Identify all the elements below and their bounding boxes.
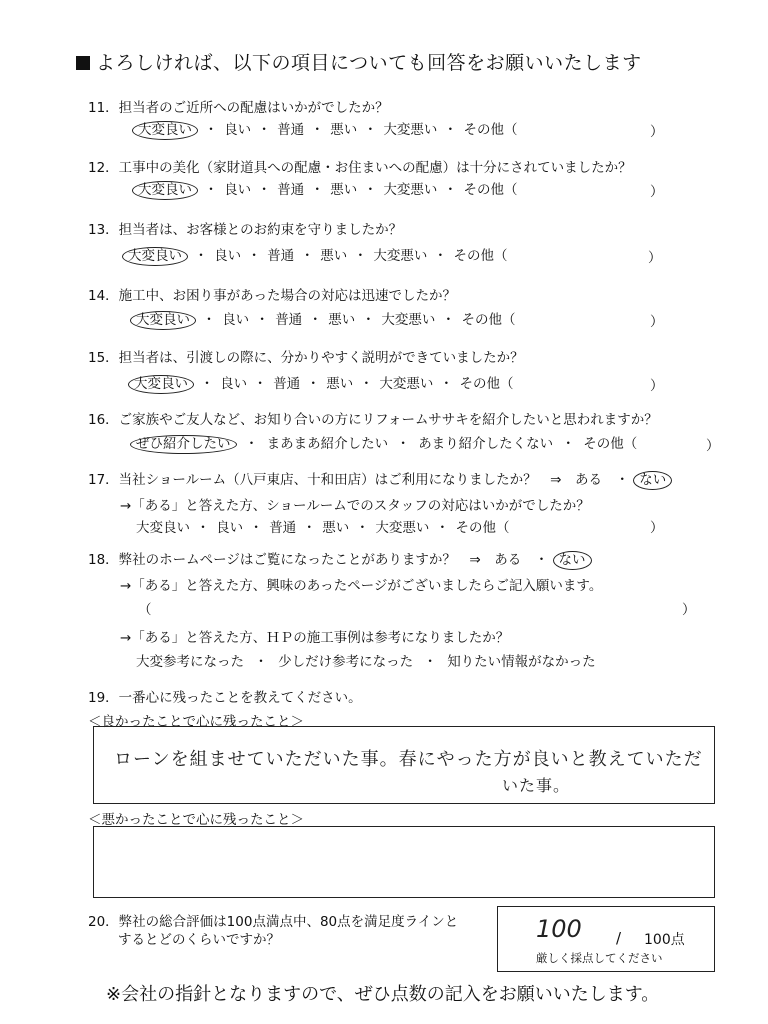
question-17 bbox=[88, 468, 672, 490]
question-16: 16．ご家族やご友人など、お知り合いの方にリフォームササキを紹介したいと思われますか？ bbox=[88, 412, 658, 428]
question-17-options: 大変良い ・ 良い ・ 普通 ・ 悪い ・ 大変悪い ・ その他（ bbox=[136, 520, 510, 536]
score-slash: / bbox=[616, 929, 622, 947]
close-paren: ） bbox=[650, 124, 664, 140]
option-slightly-helpful[interactable]: 少しだけ参考になった bbox=[278, 654, 414, 670]
option-very-bad[interactable]: 大変悪い bbox=[373, 248, 428, 264]
option-other[interactable]: その他（ bbox=[453, 248, 508, 264]
option-other[interactable]: その他（ bbox=[461, 312, 516, 328]
option-normal[interactable]: 普通 bbox=[277, 182, 305, 198]
option-bad[interactable]: 悪い bbox=[320, 248, 348, 264]
question-11-options: 大変良い ・ 良い ・ 普通 ・ 悪い ・ 大変悪い ・ その他（ bbox=[132, 118, 517, 140]
open-paren: （ bbox=[138, 602, 152, 618]
close-paren: ） bbox=[650, 378, 664, 394]
option-good[interactable]: 良い bbox=[224, 122, 252, 138]
option-very-bad[interactable]: 大変悪い bbox=[383, 122, 438, 138]
question-14-options: 大変良い ・ 良い ・ 普通 ・ 悪い ・ 大変悪い ・ その他（ bbox=[130, 308, 515, 330]
option-other[interactable]: その他（ bbox=[463, 182, 518, 198]
question-12: 12．工事中の美化（家財道具への配慮・お住まいへの配慮）は十分にされていましたか？ bbox=[88, 160, 632, 176]
question-15-options: 大変良い ・ 良い ・ 普通 ・ 悪い ・ 大変悪い ・ その他（ bbox=[128, 372, 513, 394]
answer-no-selected[interactable]: ない bbox=[553, 551, 592, 570]
question-20-line-1: 20．弊社の総合評価は100点満点中、80点を満足度ラインと bbox=[88, 914, 459, 930]
option-bad[interactable]: 悪い bbox=[326, 376, 354, 392]
good-memory-box[interactable] bbox=[93, 726, 715, 804]
option-very-good[interactable]: 大変良い bbox=[136, 520, 190, 536]
option-other[interactable]: その他（ bbox=[463, 122, 518, 138]
bad-memory-label: ＜悪かったことで心に残ったこと＞ bbox=[88, 812, 304, 828]
option-very-good-selected[interactable]: 大変良い bbox=[132, 181, 198, 200]
question-12-options: 大変良い ・ 良い ・ 普通 ・ 悪い ・ 大変悪い ・ その他（ bbox=[132, 178, 517, 200]
question-18-options: 大変参考になった ・ 少しだけ参考になった ・ 知りたい情報がなかった bbox=[136, 654, 596, 670]
option-other[interactable]: その他（ bbox=[583, 436, 638, 452]
question-13: 13．担当者は、お客様とのお約束を守りましたか？ bbox=[88, 222, 403, 238]
question-13-options: 大変良い ・ 良い ・ 普通 ・ 悪い ・ 大変悪い ・ その他（ bbox=[122, 244, 507, 266]
good-memory-answer-line-2: いた事。 bbox=[502, 776, 571, 795]
question-16-options: ぜひ紹介したい ・ まあまあ紹介したい ・ あまり紹介したくない ・ その他（ bbox=[130, 432, 637, 454]
option-normal[interactable]: 普通 bbox=[277, 122, 305, 138]
option-normal[interactable]: 普通 bbox=[269, 520, 297, 536]
score-note: 厳しく採点してください bbox=[536, 951, 663, 965]
question-19: 19．一番心に残ったことを教えてください。 bbox=[88, 690, 362, 706]
square-bullet-icon bbox=[76, 56, 90, 70]
option-not-recommend[interactable]: あまり紹介したくない bbox=[418, 436, 554, 452]
option-very-bad[interactable]: 大変悪い bbox=[379, 376, 434, 392]
score-max: 100点 bbox=[644, 932, 685, 948]
question-15: 15．担当者は、引渡しの際に、分かりやすく説明ができていましたか？ bbox=[88, 350, 524, 366]
close-paren: ） bbox=[650, 314, 664, 330]
question-18 bbox=[88, 548, 592, 570]
option-very-good-selected[interactable]: 大変良い bbox=[122, 247, 188, 266]
close-paren: ） bbox=[648, 250, 662, 266]
close-paren: ） bbox=[650, 184, 664, 200]
close-paren: ） bbox=[650, 520, 664, 536]
good-memory-answer-line-1: ローンを組ませていただいた事。春にやった方が良いと教えていただ bbox=[114, 749, 703, 770]
option-good[interactable]: 良い bbox=[216, 520, 244, 536]
option-very-good-selected[interactable]: 大変良い bbox=[132, 121, 198, 140]
question-14: 14．施工中、お困り事があった場合の対応は迅速でしたか？ bbox=[88, 288, 457, 304]
option-bad[interactable]: 悪い bbox=[322, 520, 350, 536]
option-very-bad[interactable]: 大変悪い bbox=[381, 312, 436, 328]
option-somewhat-recommend[interactable]: まあまあ紹介したい bbox=[266, 436, 389, 452]
option-normal[interactable]: 普通 bbox=[275, 312, 303, 328]
question-20-line-2: するとどのくらいですか？ bbox=[118, 932, 280, 948]
bad-memory-box[interactable] bbox=[93, 826, 715, 898]
option-very-good-selected[interactable]: 大変良い bbox=[128, 375, 194, 394]
page-title-text: よろしければ、以下の項目についても回答をお願いいたします bbox=[96, 52, 642, 74]
option-very-bad[interactable]: 大変悪い bbox=[375, 520, 430, 536]
option-very-good-selected[interactable]: 大変良い bbox=[130, 311, 196, 330]
question-11: 11．担当者のご近所への配慮はいかがでしたか？ bbox=[88, 100, 389, 116]
question-17-text: 17．当社ショールーム（八戸東店、十和田店）はご利用になりましたか？ ⇒ ある ・ bbox=[88, 472, 629, 488]
option-very-bad[interactable]: 大変悪い bbox=[383, 182, 438, 198]
option-good[interactable]: 良い bbox=[222, 312, 250, 328]
question-18-followup-1: →「ある」と答えた方、興味のあったページがございましたらご記入願います。 bbox=[120, 578, 603, 594]
option-bad[interactable]: 悪い bbox=[330, 122, 358, 138]
score-box[interactable] bbox=[497, 906, 715, 972]
footer-note: ※会社の指針となりますので、ぜひ点数の記入をお願いいたします。 bbox=[106, 984, 660, 1005]
answer-no-selected[interactable]: ない bbox=[633, 471, 672, 490]
page-title bbox=[76, 48, 642, 75]
option-normal[interactable]: 普通 bbox=[273, 376, 301, 392]
option-bad[interactable]: 悪い bbox=[330, 182, 358, 198]
option-good[interactable]: 良い bbox=[214, 248, 242, 264]
question-17-followup: →「ある」と答えた方、ショールームでのスタッフの対応はいかがでしたか？ bbox=[120, 498, 590, 514]
option-very-helpful[interactable]: 大変参考になった bbox=[136, 654, 244, 670]
good-memory-label: ＜良かったことで心に残ったこと＞ bbox=[88, 714, 304, 730]
question-18-text: 18．弊社のホームページはご覧になったことがありますか？ ⇒ ある ・ bbox=[88, 552, 549, 568]
close-paren: ） bbox=[682, 602, 696, 618]
score-value: 100 bbox=[536, 915, 582, 943]
close-paren: ） bbox=[706, 438, 720, 454]
option-bad[interactable]: 悪い bbox=[328, 312, 356, 328]
option-good[interactable]: 良い bbox=[224, 182, 252, 198]
option-other[interactable]: その他（ bbox=[459, 376, 514, 392]
option-normal[interactable]: 普通 bbox=[267, 248, 295, 264]
question-18-followup-2: →「ある」と答えた方、ＨＰの施工事例は参考になりましたか？ bbox=[120, 630, 510, 646]
option-not-helpful[interactable]: 知りたい情報がなかった bbox=[447, 654, 596, 670]
option-definitely-recommend-selected[interactable]: ぜひ紹介したい bbox=[130, 435, 237, 454]
option-good[interactable]: 良い bbox=[220, 376, 248, 392]
option-other[interactable]: その他（ bbox=[455, 520, 510, 536]
